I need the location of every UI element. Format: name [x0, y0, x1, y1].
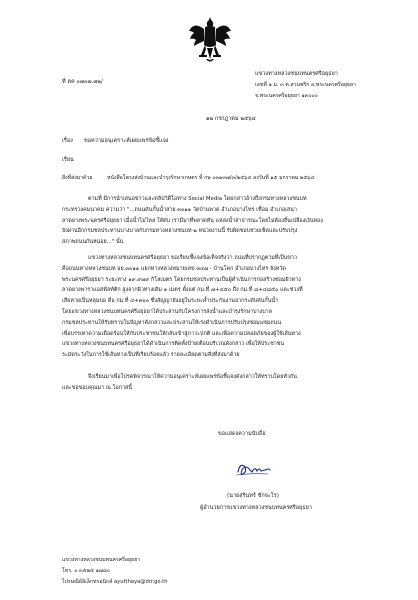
- paragraph-line: แขวงทางหลวงชนบทนครศรีอยุธยา ขอเรียนชี้แจงข้อเท็จจริงว่า ถนนที่ปรากฏตามที่เป็นข่าว: [88, 255, 298, 261]
- paragraph-3: [62, 372, 382, 394]
- letter-date: ๑๒ กรกฎาคม ๒๕๖๔: [206, 116, 256, 122]
- paragraph-line: กรมชลประทานให้รับทราบในปัญหาดังกล่าวและประสานให้เร่งดำเนินการปรับปรุงซ่อมแซมถนน: [62, 319, 282, 326]
- paragraph-line: สภาพถนนกันหน่อย..." นั้น: [62, 239, 124, 246]
- paragraph-line: ลาดยางพาราแอสฟัลท์ติก สูงจากผิวทางเดิม ๑ เมตร ตั้งแต่ กม.ที่ ๗+๔๕๐ ถึง กม.ที่ ๘+๔๘๕๐ และช่วงที่: [62, 287, 303, 294]
- org-address-line-2: จ.พระนครศรีอยุธยา ๑๓๐๐๐: [255, 93, 318, 99]
- org-address-line-1: เลขที่ ๑ ม. ๓ ต.สวนพริก อ.พระนครศรีอยุธยา: [255, 82, 356, 88]
- paragraph-line: จังผ่านอีกกรมชลประทานบางบาลกับกรมทางหลวงชนบท ๒ หน่วยงานนี้ รับผิดชอบช่วยเช็คและปรับปรุง: [62, 228, 298, 235]
- paragraph-line: พระนครศรีอยุธยา ระยะทาง ๑๙.๙๗๙ กิโลเมตร โดยกรมชลประทานเป็นผู้ดำเนินการก่อสร้างซ่อมผิวทาง: [62, 276, 301, 283]
- subject-label: เรื่อง: [62, 138, 73, 144]
- paragraph-line: จึงเรียนมาเพื่อโปรดพิจารณาให้ความอนุเคราะห์เผยแพร่ข้อชี้แจงดังกล่าวให้ทราบโดยทั่วกัน: [88, 374, 297, 380]
- paragraph-line: กระทรวงคมนาคม ความว่า "...ถนนคันกั้นน้ำสาย ๓๐๑๑ วัดบ้านพาด อำเภอบางไทร เชื่อม อำเภอเสนา: [62, 206, 297, 213]
- paragraph-line: โดยแขวงทางหลวงชนบทนครศรีอยุธยาได้ประสานกับโครงการส่งน้ำและบำรุงรักษาบางบาล: [62, 308, 272, 315]
- signer-title: ผู้อำนวยการแขวงทางหลวงชนบทนครศรีอยุธยา: [200, 505, 312, 511]
- paragraph-line: แขวงทางหลวงชนบทนครศรีอยุธยาได้ดำเนินการติดตั้งป้ายเตือนบริเวณดังกล่าว เพื่อให้ประชาชน: [62, 341, 285, 348]
- reference-text: หนังสือโครงส่งบ้านและบำรุงรักษาเกษตร ที่ กษ ๐๓๑๓๗/๓/๒๕๖๔ ลงวันที่ ๑๕ มกราคม ๒๕๖๔: [107, 175, 315, 181]
- paragraph-1: [62, 194, 382, 248]
- org-name: แขวงทางหลวงชนบทนครศรีอยุธยา: [255, 71, 338, 77]
- paragraph-line: ระมัดระวังในการใช้เส้นทางเป็นที่เรียบร้อยแล้ว รายละเอียดตามสิ่งที่ส่งมาด้วย: [62, 352, 240, 359]
- paragraph-line: คือถนนทางหลวงชนบท อย.๓๐๑๑ แยกทางหลวงหมายเลข ๓๔๗ - บ้านโคก อำเภอบางไทร จังหวัด: [62, 265, 286, 272]
- paragraph-line: ลาดยางพระนครศรีอยุธยา เมื่อน้ำไม่ไหล ให้ดับ เรามีมาที่พลาดทัน แหล่งน้ำสาธารณะโดยไม่ต้องสิ้นเปลืองเงินทอง: [62, 217, 323, 224]
- subject-text: ขอความอนุเคราะห์เผยแพร่ข้อชี้แจง: [84, 138, 169, 144]
- paragraph-line: เพื่อบรรเทาความเดือดร้อนให้กับประชาชนให้กลับเข้าสู่ภาวะปกติ และเพื่อความปลอดภัยของผู้ใช้เส้นทาง: [62, 330, 301, 337]
- garuda-emblem-icon: [188, 15, 232, 65]
- doc-number: ที่ คค ๐๗๐๗.๗๒/: [62, 79, 103, 85]
- footer-org: แขวงทางหลวงชนบทนครศรีอยุธยา: [62, 557, 141, 563]
- paragraph-line: เสียหายเป็นหลุมบ่อ คือ กม.ที่ ๔+๓๐๐ ซึ่งสัญญายังอยู่ในระยะค้ำประกันงานจากระดับคันกั้นน้ำ: [62, 298, 279, 305]
- signature: [234, 458, 272, 480]
- reference-label: สิ่งที่ส่งมาด้วย: [62, 175, 93, 181]
- signer-name: (นายสุรินทร์ ชักจะโร): [227, 493, 279, 499]
- footer-email: ไปรษณีย์อิเล็กทรอนิกส์ ayutthaya@drr.go.th: [62, 579, 168, 585]
- closing: ขอแสดงความนับถือ: [218, 431, 266, 437]
- salutation: เรียน: [62, 157, 74, 163]
- paragraph-line: ตามที่ มีการนำเสนอข่าวและคลิปวิดีโอทาง Social Media โดยกล่าวอ้างถึงกรมทางหลวงชนบท: [88, 196, 307, 202]
- footer-phone: โทร. ๐ ๓๕๒๕ ๑๗๘๐: [62, 568, 110, 574]
- paragraph-2: [62, 253, 382, 361]
- paragraph-line: และขอขอบคุณมา ณ โอกาสนี้: [62, 384, 132, 391]
